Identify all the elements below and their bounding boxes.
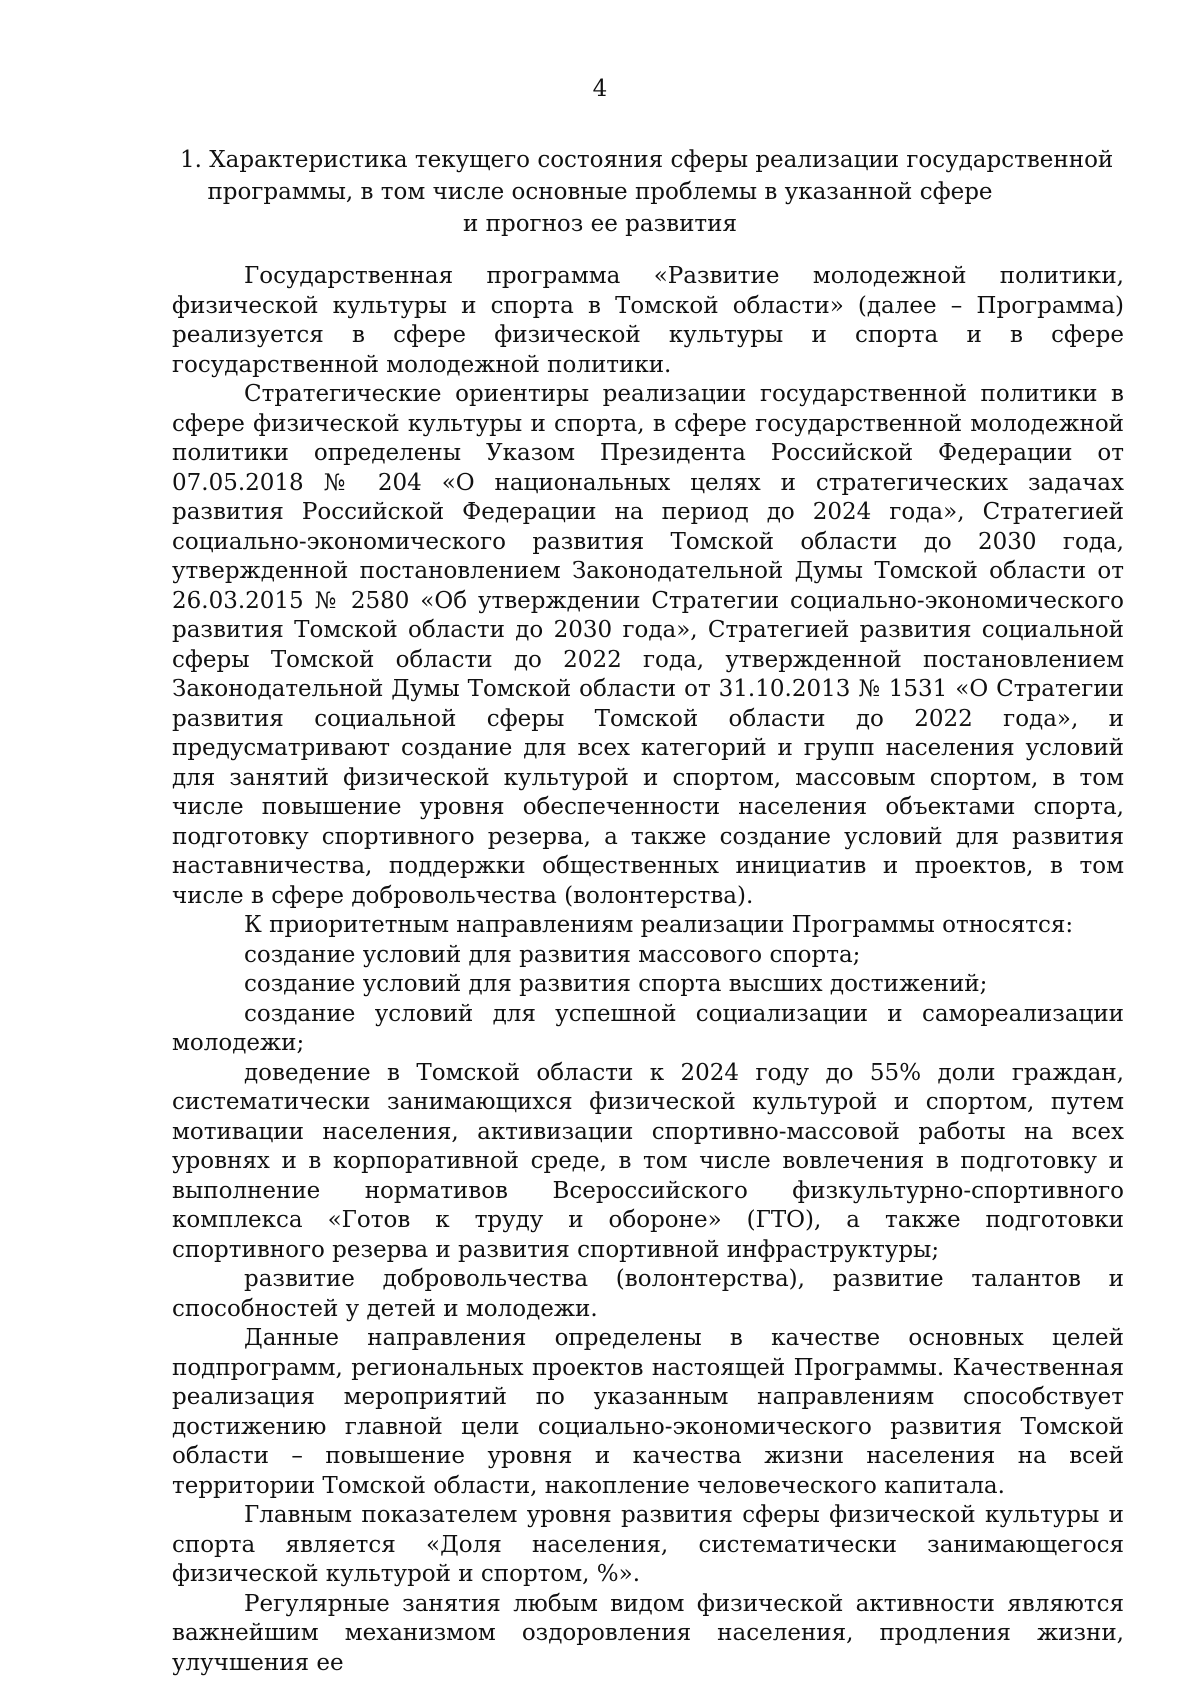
paragraph-main-indicator: Главным показателем уровня развития сферы физической культуры и спорта является «Доля населения, систематически занимающегося физической культурой и спортом, %».	[172, 1502, 1124, 1587]
page-number: 4	[592, 76, 608, 102]
paragraph-program-intro: Государственная программа «Развитие молодежной политики, физической культуры и спорта в Томской области» (далее – Программа) реализуется в сфере физической культуры и спорта и в сфере государственной молодежной политики.	[172, 263, 1124, 378]
paragraph-strategic-guidelines: Стратегические ориентиры реализации государственной политики в сфере физической культуры и спорта, в сфере государственной молодежной политики определены Указом Президента Российской Федерации от 07.05.2018 № 204 «О национальных целях и стратегических задачах развития Российской Федерации на период до 2024 года», Стратегией социально-экономического развития Томской области до 2030 года, утвержденной постановлением Законодательной Думы Томской области от 26.03.2015 № 2580 «Об утверждении Стратегии социально-экономического развития Томской области до 2030 года», Стратегией развития социальной сферы Томской области до 2022 года, утвержденной постановлением Законодательной Думы Томской области от 31.10.2013 № 1531 «О Стратегии развития социальной сферы Томской области до 2022 года», и предусматривают создание для всех категорий и групп населения условий для занятий физической культурой и спортом, массовым спортом, в том числе повышение уровня обеспеченности населения объектами спорта, подготовку спортивного резерва, а также создание условий для развития наставничества, поддержки общественных инициатив и проектов, в том числе в сфере добровольчества (волонтерства).	[172, 381, 1124, 909]
priority-item: создание условий для развития массового спорта;	[244, 941, 861, 968]
priority-item: доведение в Томской области к 2024 году до 55% доли граждан, систематически занимающихся физической культурой и спортом, путем мотивации населения, активизации спортивно-массовой работы на всех уровнях и в корпоративной среде, в том числе вовлечения в подготовку и выполнение нормативов Всероссийского физкультурно-спортивного комплекса «Готов к труду и обороне» (ГТО), а также подготовки спортивного резерва и развития спортивной инфраструктуры;	[172, 1059, 1124, 1263]
paragraph-priorities-intro: К приоритетным направлениям реализации Программы относятся:	[244, 912, 1074, 938]
priority-item: развитие добровольчества (волонтерства), развитие талантов и способностей у детей и молодежи.	[172, 1266, 1124, 1322]
heading-line: программы, в том числе основные проблемы в указанной сфере	[207, 179, 993, 205]
heading-line: 1. Характеристика текущего состояния сферы реализации государственной	[180, 147, 1114, 173]
heading-line: и прогноз ее развития	[463, 211, 737, 237]
priority-item: создание условий для успешной социализации и самореализации молодежи;	[172, 1000, 1124, 1056]
document-body	[172, 262, 1124, 1678]
section-heading	[180, 144, 1114, 240]
paragraph-physical-activity: Регулярные занятия любым видом физической активности являются важнейшим механизмом оздоровления населения, продления жизни, улучшения ее	[172, 1590, 1124, 1676]
paragraph-directions: Данные направления определены в качестве основных целей подпрограмм, региональных проектов настоящей Программы. Качественная реализация мероприятий по указанным направлениям способствует достижению главной цели социально-экономического развития Томской области – повышение уровня и качества жизни населения на всей территории Томской области, накопление человеческого капитала.	[172, 1325, 1124, 1499]
priority-item: создание условий для развития спорта высших достижений;	[244, 971, 988, 997]
